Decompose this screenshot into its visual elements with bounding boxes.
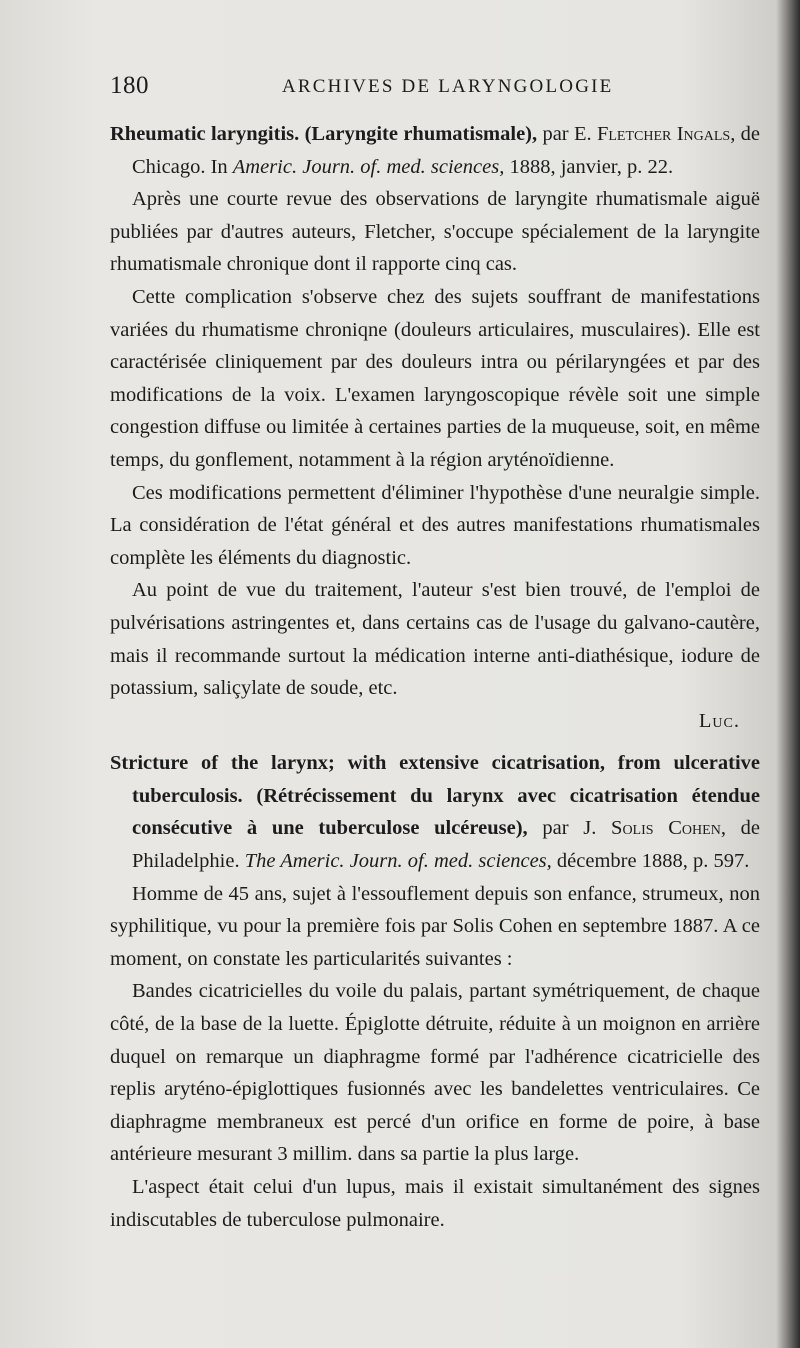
reference-by: par E. (537, 123, 597, 145)
running-title: ARCHIVES DE LARYNGOLOGIE (282, 76, 614, 97)
bibliographic-reference (110, 747, 760, 877)
journal-name: The Americ. Journ. of. med. sciences, (244, 850, 552, 873)
paragraph: L'aspect était celui d'un lupus, mais il existait simultanément des signes indiscutables de tuberculose pulmonaire. (110, 1176, 760, 1231)
article-title-english: Stricture of the larynx; with extensive cicatrisation, from ulcerative tuberculosis. (110, 752, 760, 807)
paragraph: Ces modifications permettent d'éliminer l'hypothèse d'une neuralgie simple. La considération de l'état général et des autres manifestations rhumatismales complète les éléments du diagnostic. (110, 481, 760, 569)
author-name: Fletcher Ingals (596, 123, 731, 145)
page-number: 180 (110, 72, 149, 99)
paragraph: Cette complication s'observe chez des sujets souffrant de manifestations variées du rhumatisme chroniqne (douleurs articulaires, musculaires). Elle est caractérisée cliniquement par des douleurs intra ou périlaryngées et par des modifications de la voix. L'examen laryngoscopique révèle soit une simple congestion diffuse ou limitée à certaines parties de la muqueuse, soit, en même temps, du gonflement, notamment à la région aryténoïdienne. (110, 285, 760, 471)
journal-name: Americ. Journ. of. med. sciences, (232, 155, 505, 178)
page-body (110, 118, 760, 1236)
paragraph: Au point de vue du traitement, l'auteur s'est bien trouvé, de l'emploi de pulvérisations astringentes et, dans certains cas de l'usage du galvano-cautère, mais il recommande surtout la médication interne anti-diathésique, iodure de potassium, saliçylate de soude, etc. (110, 579, 760, 700)
entry-separator (110, 737, 760, 747)
article-title-english: Rheumatic laryngitis. (110, 123, 300, 145)
bibliographic-reference (110, 118, 760, 183)
author-place: , de Chicago. In (132, 123, 761, 178)
abstract-entry (110, 118, 760, 737)
publication-date: 1888, janvier, p. 22. (504, 155, 674, 178)
reviewer-signature: Luc. (698, 709, 740, 732)
paragraph: Après une courte revue des observations de laryngite rhumatismale aiguë publiées par d'autres auteurs, Fletcher, s'occupe spécialement de la laryngite rhumatismale chronique dont il rapporte cinq cas. (110, 188, 760, 276)
abstract-entry (110, 747, 760, 1236)
paragraph: Homme de 45 ans, sujet à l'essouflement depuis son enfance, strumeux, non syphilitique, vu pour la première fois par Solis Cohen en septembre 1887. A ce moment, on constate les particularités suivantes : (110, 882, 760, 970)
paragraph: Bandes cicatricielles du voile du palais, partant symétriquement, de chaque côté, de la base de la luette. Épiglotte détruite, réduite à un moignon en arrière duquel on remarque un diaphragme formé par l'adhérence cicatricielle des replis aryténo-épiglottiques fusionnés avec les bandelettes ventriculaires. Ce diaphragme membraneux est percé d'un orifice en forme de poire, à base antérieure mesurant 3 millim. dans sa partie la plus large. (110, 980, 760, 1166)
page-header (110, 72, 760, 108)
author-place: , de Philadelphie. (132, 817, 760, 873)
article-title-french: (Rétrécissement du larynx avec cicatrisation étendue consécutive à une tuberculose ulcéreuse), (132, 784, 760, 840)
reference-by: par J. (527, 817, 612, 840)
author-name: Solis Cohen (611, 817, 721, 840)
publication-date: décembre 1888, p. 597. (551, 850, 750, 873)
article-title-french: (Laryngite rhumatismale), (304, 123, 538, 145)
